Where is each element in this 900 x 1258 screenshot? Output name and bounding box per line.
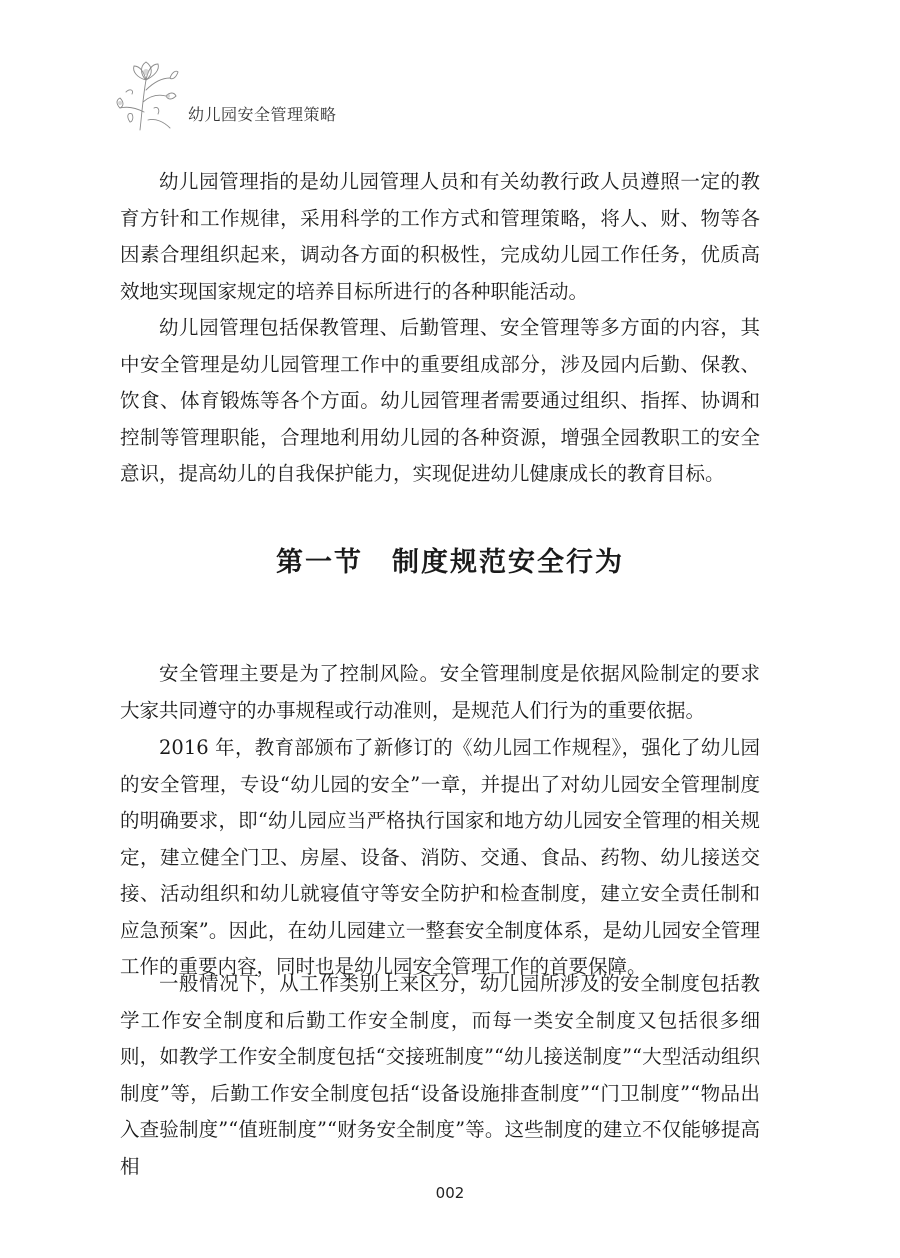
page-header: [110, 52, 370, 132]
page-number: 002: [435, 1184, 465, 1202]
section-paragraph-1: 安全管理主要是为了控制风险。安全管理制度是依据风险制定的要求大家共同遵守的办事规程或行动准则，是规范人们行为的重要依据。: [120, 662, 760, 722]
flower-sketch-icon: [110, 52, 180, 132]
section-heading: 第一节 制度规范安全行为: [276, 547, 624, 578]
running-title: 幼儿园安全管理策略: [188, 105, 337, 124]
intro-paragraph-1: 幼儿园管理指的是幼儿园管理人员和有关幼教行政人员遵照一定的教育方针和工作规律，采用科学的工作方式和管理策略，将人、财、物等各因素合理组织起来，调动各方面的积极性，完成幼儿园工作任务，优质高效地实现国家规定的培养目标所进行的各种职能活动。: [120, 170, 760, 303]
section-paragraph-3: 一般情况下，从工作类别上来区分，幼儿园所涉及的安全制度包括教学工作安全制度和后勤工作安全制度，而每一类安全制度又包括很多细则，如教学工作安全制度包括“交接班制度”“幼儿接送制度”“大型活动组织制度”等，后勤工作安全制度包括“设备设施排查制度”“门卫制度”“物品出入查验制度”“值班制度”“财务安全制度”等。这些制度的建立不仅能够提高相: [120, 972, 760, 1178]
intro-paragraph-2: 幼儿园管理包括保教管理、后勤管理、安全管理等多方面的内容，其中安全管理是幼儿园管理工作中的重要组成部分，涉及园内后勤、保教、饮食、体育锻炼等各个方面。幼儿园管理者需要通过组织、指挥、协调和控制等管理职能，合理地利用幼儿园的各种资源，增强全园教职工的安全意识，提高幼儿的自我保护能力，实现促进幼儿健康成长的教育目标。: [120, 316, 760, 485]
section-paragraph-2: 2016 年，教育部颁布了新修订的《幼儿园工作规程》，强化了幼儿园的安全管理，专设“幼儿园的安全”一章，并提出了对幼儿园安全管理制度的明确要求，即“幼儿园应当严格执行国家和地方幼儿园安全管理的相关规定，建立健全门卫、房屋、设备、消防、交通、食品、药物、幼儿接送交接、活动组织和幼儿就寝值守等安全防护和检查制度，建立安全责任制和应急预案”。因此，在幼儿园建立一整套安全制度体系，是幼儿园安全管理工作的重要内容，同时也是幼儿园安全管理工作的首要保障。: [120, 736, 760, 978]
